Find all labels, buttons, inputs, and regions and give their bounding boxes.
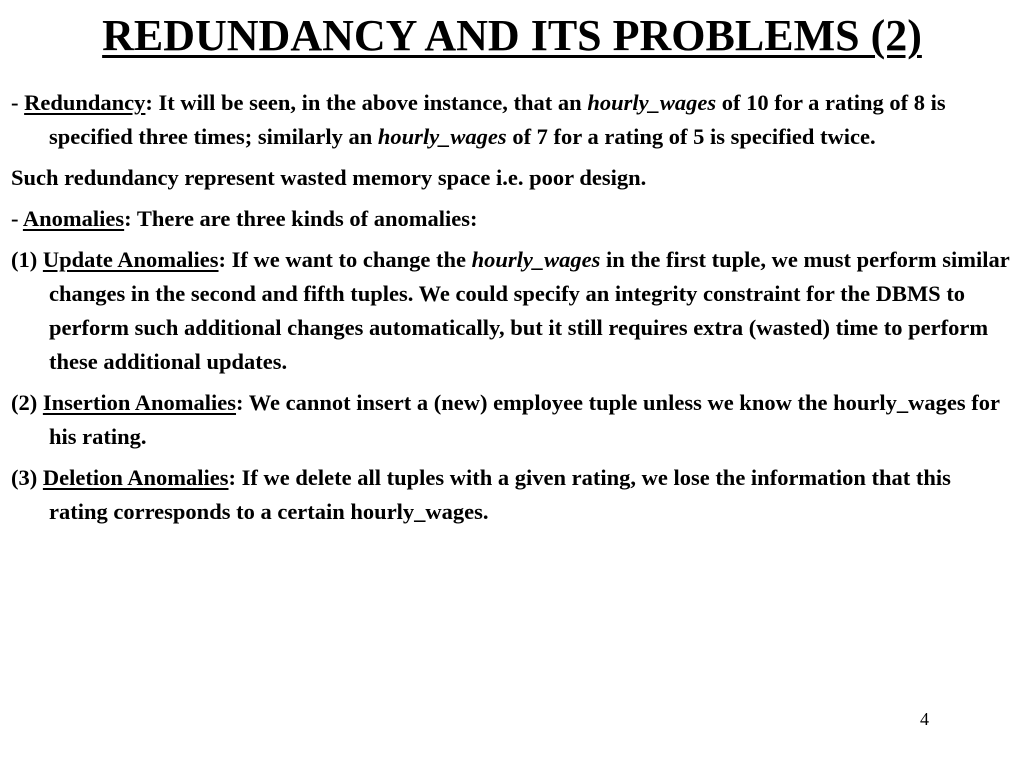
page-number: 4 [920,709,929,729]
slide-title: REDUNDANCY AND ITS PROBLEMS (2) [102,11,922,60]
redundancy-text-2: of 10 for a rating of 8 is specified three times; similarly an [49,90,946,149]
deletion-anomalies-paragraph [11,461,1014,529]
deletion-anomalies-number: (3) [11,465,43,490]
redundancy-paragraph [11,86,1014,154]
update-anomalies-text-1: : If we want to change the [218,247,472,272]
redundancy-hourly-wages-2: hourly_wages [377,124,507,149]
anomalies-paragraph [11,202,1014,236]
update-anomalies-term: Update Anomalies [42,247,219,272]
anomalies-bullet: - [11,206,23,231]
insertion-anomalies-paragraph [11,386,1014,454]
deletion-anomalies-text: : If we delete all tuples with a given rating, we lose the information that this rating corresponds to a certain hourly_wages. [49,465,951,524]
anomalies-term: Anomalies [22,206,125,231]
anomalies-text: : There are three kinds of anomalies: [124,206,478,231]
update-anomalies-hourly-wages: hourly_wages [471,247,601,272]
redundancy-bullet: - [11,90,25,115]
insertion-anomalies-number: (2) [11,390,43,415]
redundancy-term: Redundancy [24,90,146,115]
update-anomalies-text-2: in the first tuple, we must perform similar changes in the second and fifth tuples. We could specify an integrity constraint for the DBMS to perform such additional changes automatically, but it still requires extra (wasted) time to perform these additional updates. [49,247,1010,374]
insertion-anomalies-term: Insertion Anomalies [42,390,237,415]
update-anomalies-number: (1) [11,247,43,272]
redundancy-text-3: of 7 for a rating of 5 is specified twice. [506,124,876,149]
update-anomalies-paragraph [11,243,1014,379]
slide-body [11,86,1014,536]
deletion-anomalies-term: Deletion Anomalies [42,465,229,490]
redundancy-hourly-wages-1: hourly_wages [587,90,717,115]
wasted-space-paragraph: Such redundancy represent wasted memory space i.e. poor design. [11,165,647,190]
insertion-anomalies-text: : We cannot insert a (new) employee tuple unless we know the hourly_wages for his rating. [49,390,1000,449]
redundancy-text-1: : It will be seen, in the above instance, that an [145,90,588,115]
